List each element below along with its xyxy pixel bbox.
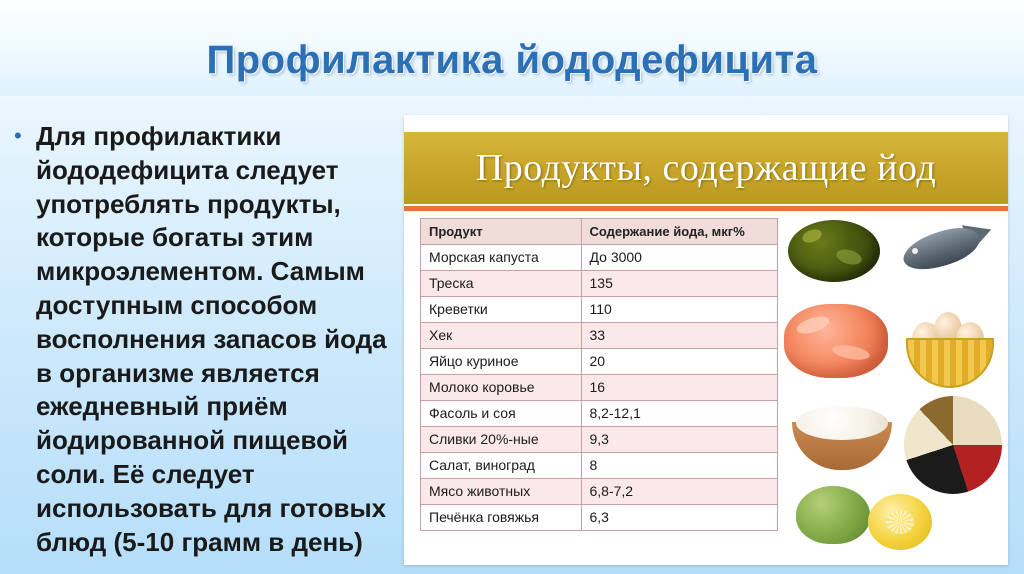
food-collage (782, 214, 1008, 560)
table-body (421, 245, 778, 531)
title-band (0, 0, 1024, 96)
table-row (421, 401, 778, 427)
page-title: Профилактика йододефицита (206, 38, 818, 82)
fish-image (892, 214, 996, 292)
table-row (421, 479, 778, 505)
basket-shape (906, 338, 994, 388)
table-header-row (421, 219, 778, 245)
bullet-dot-icon: • (14, 123, 22, 148)
cell-product: Треска (421, 271, 582, 297)
seaweed-image (788, 220, 880, 282)
table-row (421, 505, 778, 531)
card-header-title: Продукты, содержащие йод (475, 147, 937, 189)
lemon-image (868, 494, 932, 550)
cell-product: Хек (421, 323, 582, 349)
cell-iodine-content: 6,3 (581, 505, 778, 531)
cell-iodine-content: 110 (581, 297, 778, 323)
table-header-product: Продукт (421, 219, 582, 245)
cream-surface-shape (796, 406, 888, 440)
table-row (421, 427, 778, 453)
cell-product: Фасоль и соя (421, 401, 582, 427)
cream-bowl-image (792, 396, 892, 470)
table-row (421, 271, 778, 297)
cell-product: Мясо животных (421, 479, 582, 505)
cell-iodine-content: 8 (581, 453, 778, 479)
cell-iodine-content: 8,2-12,1 (581, 401, 778, 427)
table-row (421, 453, 778, 479)
table-row (421, 297, 778, 323)
eggs-basket-image (900, 302, 996, 388)
iodine-content-table (420, 218, 778, 531)
shrimp-image (784, 304, 888, 378)
cell-iodine-content: 33 (581, 323, 778, 349)
cell-iodine-content: 20 (581, 349, 778, 375)
cell-product: Салат, виноград (421, 453, 582, 479)
table-row (421, 375, 778, 401)
bullet-row (14, 120, 394, 559)
cell-product: Молоко коровье (421, 375, 582, 401)
cell-iodine-content: 16 (581, 375, 778, 401)
table-row (421, 323, 778, 349)
feijoa-image (796, 486, 870, 544)
table-header-iodine: Содержание йода, мкг% (581, 219, 778, 245)
cell-product: Креветки (421, 297, 582, 323)
cell-product: Морская капуста (421, 245, 582, 271)
cell-iodine-content: До 3000 (581, 245, 778, 271)
cell-product: Печёнка говяжья (421, 505, 582, 531)
table-row (421, 349, 778, 375)
table-head (421, 219, 778, 245)
bullet-block (14, 120, 394, 559)
cell-iodine-content: 135 (581, 271, 778, 297)
cell-iodine-content: 6,8-7,2 (581, 479, 778, 505)
cell-product: Сливки 20%-ные (421, 427, 582, 453)
fish-eye-shape (912, 248, 918, 254)
card-header (404, 132, 1008, 204)
card-accent-rule (404, 206, 1008, 211)
table-row (421, 245, 778, 271)
cell-product: Яйцо куриное (421, 349, 582, 375)
cell-iodine-content: 9,3 (581, 427, 778, 453)
bullet-text: Для профилактики йододефицита следует употреблять продукты, которые богаты этим микроэлементом. Самым доступным способом восполнения запасов йода в организме является ежедневный приём йодированной пищевой соли. Её следует использовать для готовых блюд (5-10 грамм в день) (36, 121, 387, 557)
beans-wheel-image (902, 394, 1004, 496)
